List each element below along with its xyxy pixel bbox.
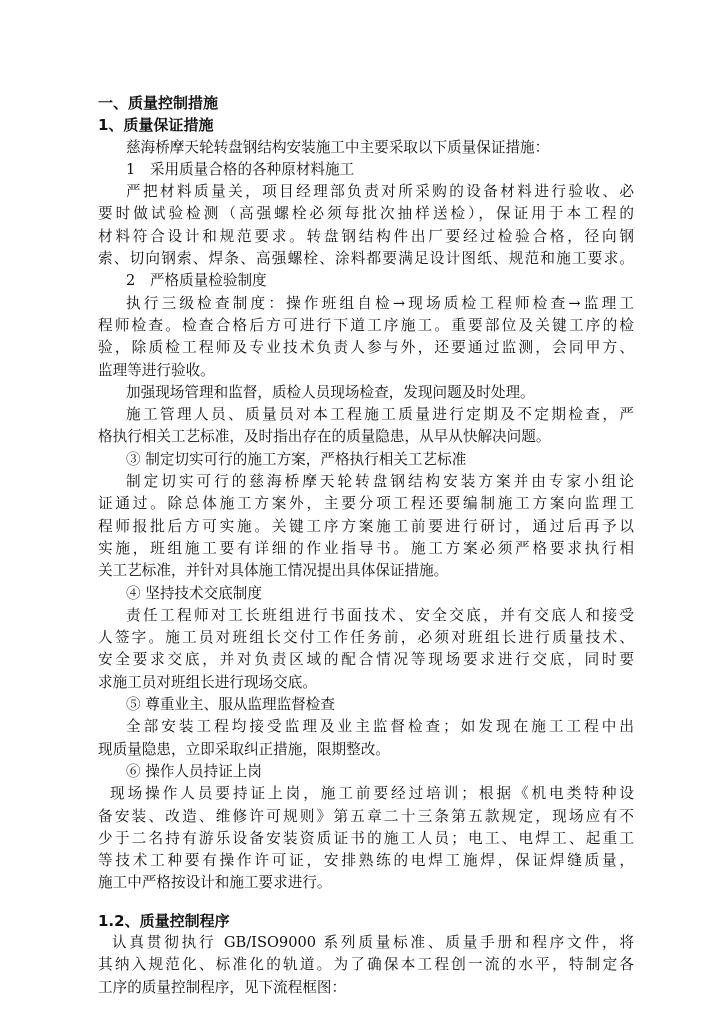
paragraph-line: 其纳入规范化、标准化的轨道。为了确保本工程创一流的水平，特制定各 bbox=[98, 956, 634, 974]
paragraph-line: 全部安装工程均接受监理及业主监督检查；如发现在施工工程中出 bbox=[126, 718, 634, 736]
paragraph-line: 施工管理人员、质量员对本工程施工质量进行定期及不定期检查，严 bbox=[126, 406, 634, 424]
paragraph-line: 现质量隐患，立即采取纠正措施，限期整改。 bbox=[98, 740, 390, 758]
paragraph-line: 少于二名持有游乐设备安装资质证书的施工人员；电工、电焊工、起重工 bbox=[98, 829, 634, 847]
paragraph-line: 索、切向钢索、焊条、高强螺栓、涂料都要满足设计图纸、规范和施工要求。 bbox=[98, 250, 634, 268]
paragraph-line: 施工中严格按设计和施工要求进行。 bbox=[98, 874, 332, 892]
section-heading: 一、质量控制措施 bbox=[98, 94, 219, 112]
paragraph-line: 等技术工种要有操作许可证，安排熟练的电焊工施焊，保证焊缝质量， bbox=[98, 852, 634, 870]
list-item-heading: ⑤ 尊重业主、服从监理监督检查 bbox=[126, 696, 335, 714]
paragraph-line: 程师报批后方可实施。关键工序方案施工前要进行研讨，通过后再予以 bbox=[98, 517, 634, 535]
paragraph-line: 要时做试验检测（高强螺栓必须每批次抽样送检），保证用于本工程的 bbox=[98, 205, 634, 223]
document-page bbox=[98, 92, 634, 999]
list-item-heading: ④ 坚持技术交底制度 bbox=[126, 584, 262, 602]
paragraph-line: 求施工员对班组长进行现场交底。 bbox=[98, 673, 317, 691]
paragraph-line: 安全要求交底，并对负责区域的配合情况等现场要求进行交底，同时要 bbox=[98, 651, 634, 669]
paragraph-line: 认真贯彻执行 GB/ISO9000 系列质量标准、质量手册和程序文件，将 bbox=[112, 933, 634, 951]
paragraph-line: 关工艺标准，并针对具体施工情况提出具体保证措施。 bbox=[98, 562, 449, 580]
paragraph-line: 制定切实可行的慈海桥摩天轮转盘钢结构安装方案并由专家小组论 bbox=[126, 473, 634, 491]
paragraph-line: 实施，班组施工要有详细的作业指导书。施工方案必须严格要求执行相 bbox=[98, 539, 634, 557]
paragraph-line: 严把材料质量关，项目经理部负责对所采购的设备材料进行验收、必 bbox=[126, 183, 634, 201]
list-item-heading: ③ 制定切实可行的施工方案，严格执行相关工艺标准 bbox=[126, 450, 467, 468]
paragraph-line: 备安装、改造、维修许可规则》第五章二十三条第五款规定，现场应有不 bbox=[98, 807, 634, 825]
paragraph-line: 材料符合设计和规范要求。转盘钢结构件出厂要经过检验合格，径向钢 bbox=[98, 227, 634, 245]
paragraph-line: 证通过。除总体施工方案外，主要分项工程还要编制施工方案向监理工 bbox=[98, 495, 634, 513]
paragraph-line: 执行三级检查制度：操作班组自检→现场质检工程师检查→监理工 bbox=[126, 294, 634, 312]
paragraph-line: 程师检查。检查合格后方可进行下道工序施工。重要部位及关键工序的检 bbox=[98, 316, 634, 334]
subsection-heading: 1、质量保证措施 bbox=[98, 116, 214, 135]
paragraph-line: 监理等进行验收。 bbox=[98, 361, 215, 379]
paragraph-line: 慈海桥摩天轮转盘钢结构安装施工中主要采取以下质量保证措施： bbox=[126, 138, 550, 156]
paragraph-line: 责任工程师对工长班组进行书面技术、安全交底，并有交底人和接受 bbox=[126, 606, 634, 624]
paragraph-line: 人签字。施工员对班组长交付工作任务前，必须对班组长进行质量技术、 bbox=[98, 629, 634, 647]
section-spacer bbox=[98, 895, 634, 910]
paragraph-line: 格执行相关工艺标准，及时指出存在的质量隐患，从早从快解决问题。 bbox=[98, 428, 551, 446]
list-item-heading: ⑥ 操作人员持证上岗 bbox=[126, 762, 262, 780]
paragraph-line: 验，除质检工程师及专业技术负责人参与外，还要通过监测，会同甲方、 bbox=[98, 339, 634, 357]
paragraph-line: 工序的质量控制程序，见下流程框图： bbox=[98, 978, 347, 996]
list-item-heading: 2 严格质量检验制度 bbox=[126, 272, 267, 290]
subsection-heading: 1.2、质量控制程序 bbox=[98, 911, 230, 930]
paragraph-line: 加强现场管理和监督，质检人员现场检查，发现问题及时处理。 bbox=[126, 383, 535, 401]
list-item-heading: 1 采用质量合格的各种原材料施工 bbox=[126, 160, 355, 178]
paragraph-line: 现场操作人员要持证上岗，施工前要经过培训；根据《机电类特种设 bbox=[110, 785, 634, 803]
